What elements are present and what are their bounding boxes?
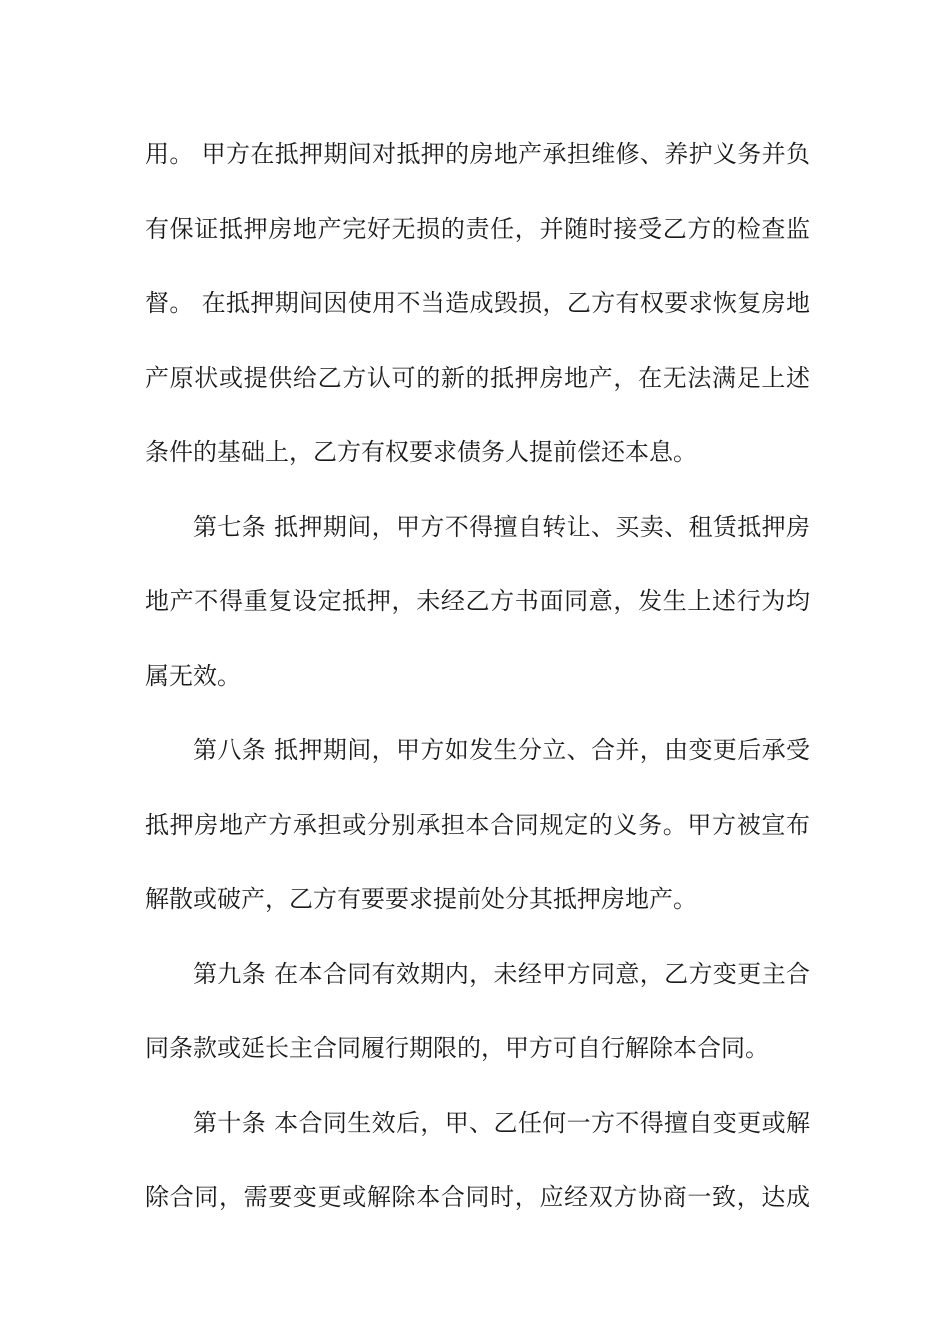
text-line: 有保证抵押房地产完好无损的责任，并随时接受乙方的检查监	[145, 214, 810, 243]
text-line: 同条款或延长主合同履行期限的，甲方可自行解除本合同。	[145, 1034, 769, 1062]
text-line: 第十条 本合同生效后，甲、乙任何一方不得擅自变更或解	[193, 1108, 810, 1137]
text-line: 解散或破产，乙方有要要求提前处分其抵押房地产。	[145, 885, 697, 913]
text-line: 除合同，需要变更或解除本合同时，应经双方协商一致，达成	[145, 1183, 810, 1211]
text-line: 第七条 抵押期间，甲方不得擅自转让、买卖、租赁抵押房	[193, 512, 810, 541]
text-line: 属无效。	[145, 661, 241, 690]
text-line: 第八条 抵押期间，甲方如发生分立、合并，由变更后承受	[193, 736, 810, 764]
text-line: 用。 甲方在抵押期间对抵押的房地产承担维修、养护义务并负	[145, 140, 810, 168]
text-line: 地产不得重复设定抵押，未经乙方书面同意，发生上述行为均	[145, 587, 810, 615]
text-line: 产原状或提供给乙方认可的新的抵押房地产，在无法满足上述	[145, 363, 810, 392]
text-line: 条件的基础上，乙方有权要求债务人提前偿还本息。	[145, 438, 697, 466]
text-line: 督。 在抵押期间因使用不当造成毁损，乙方有权要求恢复房地	[145, 289, 810, 317]
text-line: 第九条 在本合同有效期内，未经甲方同意，乙方变更主合	[193, 959, 810, 988]
text-line: 抵押房地产方承担或分别承担本合同规定的义务。甲方被宣布	[145, 810, 810, 839]
document-body	[145, 134, 810, 1252]
